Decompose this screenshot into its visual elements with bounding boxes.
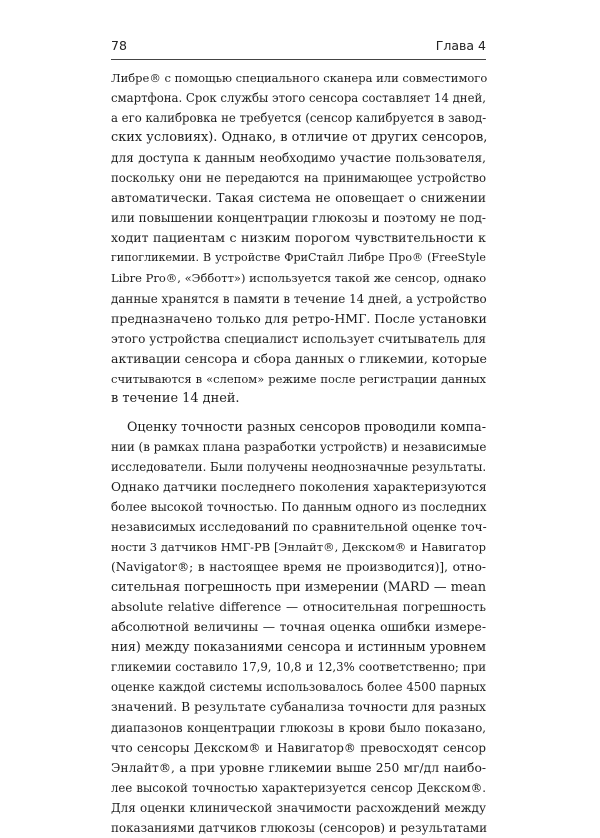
text-line: ности 3 датчиков НМГ-РВ [Энлайт®, Декском® и Навигатор (111, 540, 486, 555)
text-line: Оценку точности разных сенсоров проводили компа- (127, 418, 486, 434)
paragraph-spacer (111, 409, 486, 417)
text-line: поскольку они не передаются на принимающее устройство (111, 171, 486, 186)
page-number: 78 (111, 38, 127, 53)
text-line: автоматически. Такая система не оповещает о снижении (111, 191, 486, 206)
text-line: оценке каждой системы использовалось более 4500 парных (111, 680, 486, 695)
text-line: предназначено только для ретро-НМГ. После установки (111, 310, 487, 326)
text-line: в течение 14 дней. (111, 390, 240, 406)
text-line: Либре® с помощью специального сканера или совместимого (111, 71, 488, 85)
text-line: гипогликемии. В устройстве ФриСтайл Либре Про® (FreeStyle (111, 251, 486, 265)
text-line: диапазонов концентрации глюкозы в крови было показано, (111, 720, 486, 735)
text-line: значений. В результате субанализа точности для разных (111, 700, 486, 715)
text-line: независимых исследований по сравнительной оценке точ- (111, 520, 487, 535)
text-line: Однако датчики последнего поколения характеризуются (111, 479, 487, 494)
text-line: смартфона. Срок службы этого сенсора составляет 14 дней, (111, 91, 487, 106)
text-line: Для оценки клинической значимости расхождений между (111, 800, 486, 815)
paragraph (111, 417, 486, 838)
text-line: более высокой точностью. По данным одного из последних (111, 499, 487, 514)
text-line: считываются в «слепом» режиме после регистрации данных (111, 371, 486, 386)
text-line: Энлайт®, а при уровне гликемии выше 250 мг/дл наибо- (111, 760, 486, 775)
text-line: сительная погрешность при измерении (MARD — mean (111, 579, 486, 595)
text-line: ния) между показаниями сенсора и истинным уровнем (111, 639, 486, 655)
body-text (111, 68, 486, 838)
text-line: или повышении концентрации глюкозы и поэтому не под- (111, 211, 486, 226)
text-line: исследователи. Были получены неоднозначные результаты. (111, 459, 487, 474)
running-header (111, 36, 486, 60)
text-line: (Navigator®; в настоящее время не производится)], отно- (111, 560, 486, 575)
text-line: absolute relative difference — относительная погрешность (111, 600, 486, 615)
text-line: абсолютной величины — точная оценка ошибки измере- (111, 620, 486, 635)
paragraph (111, 68, 486, 409)
text-line: что сенсоры Декском® и Навигатор® превосходят сенсор (111, 740, 486, 755)
text-line: для доступа к данным необходимо участие пользователя, (111, 151, 486, 166)
text-line: активации сенсора и сбора данных о гликемии, которые (111, 350, 487, 366)
text-line: этого устройства специалист использует считыватель для (111, 331, 487, 346)
text-line: нии (в рамках плана разработки устройств) и независимые (111, 439, 487, 454)
text-line: ских условиях). Однако, в отличие от других сенсоров, (111, 130, 488, 146)
text-line: показаниями датчиков глюкозы (сенсоров) и результатами (111, 820, 488, 835)
text-line: гликемии составило 17,9, 10,8 и 12,3% соответственно; при (111, 660, 486, 675)
text-line: лее высокой точностью характеризуется сенсор Декском®. (111, 780, 486, 795)
text-line: данные хранятся в памяти в течение 14 дней, а устройство (111, 291, 487, 306)
text-line: Libre Pro®, «Эбботт») используется такой же сенсор, однако (111, 271, 487, 286)
text-line: а его калибровка не требуется (сенсор калибруется в завод- (111, 111, 487, 126)
text-line: ходит пациентам с низким порогом чувствительности к (111, 230, 486, 246)
chapter-label: Глава 4 (435, 38, 486, 53)
